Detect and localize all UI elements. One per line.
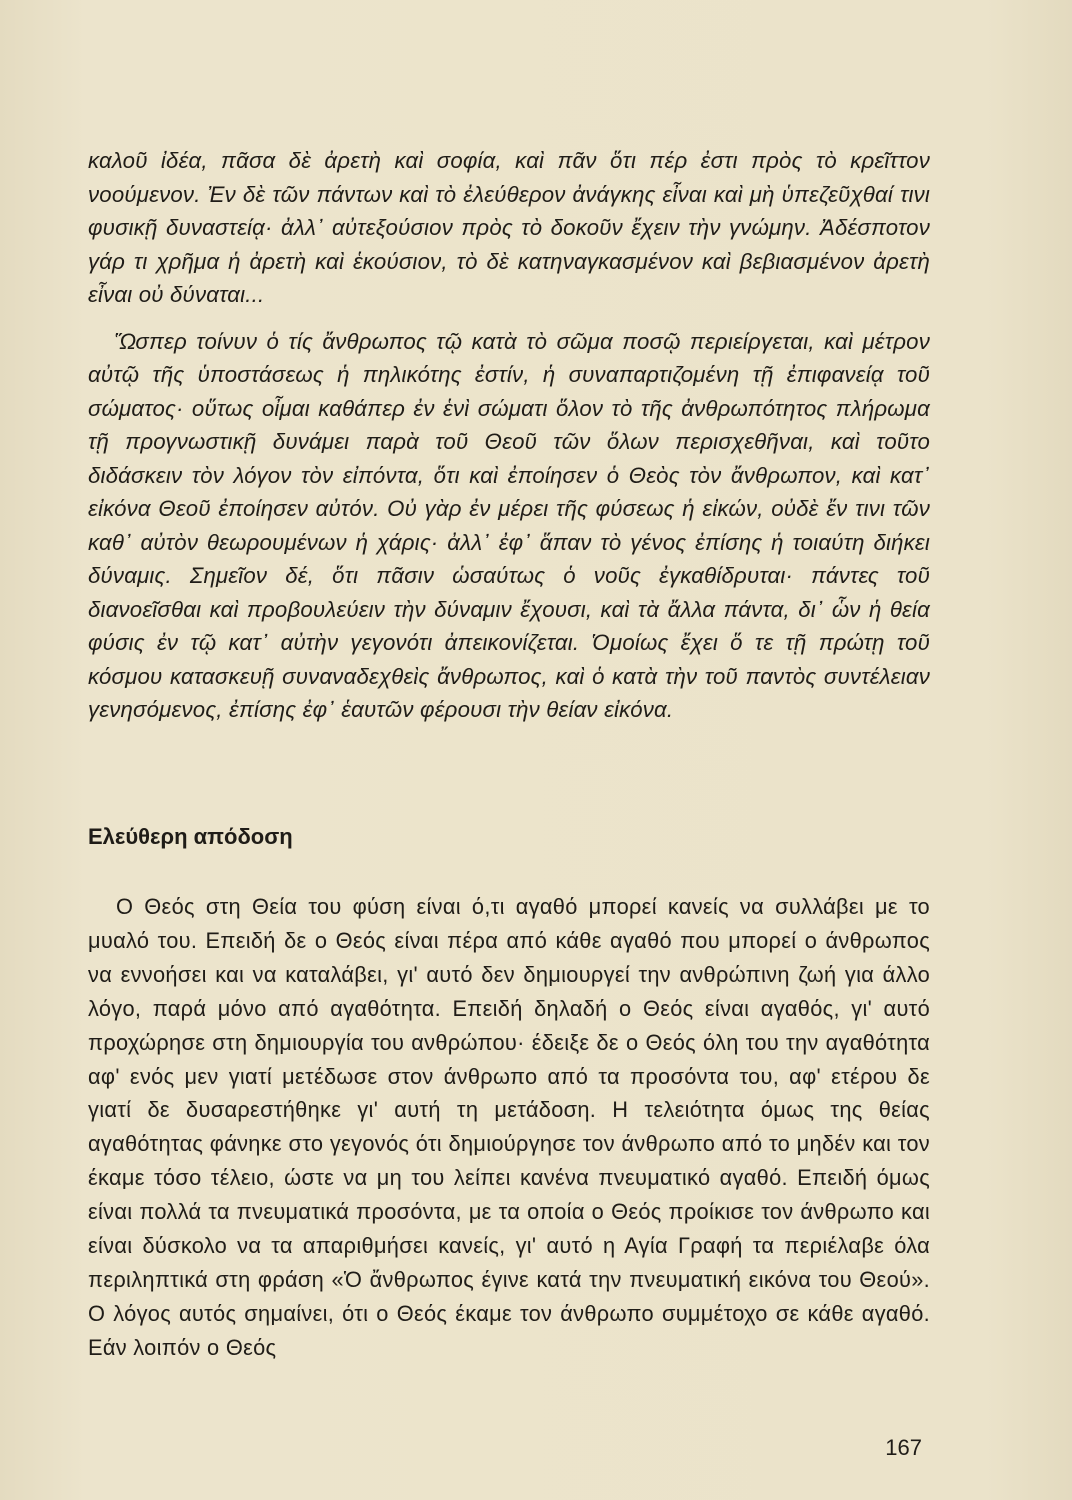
- section-heading: Ελεύθερη απόδοση: [88, 824, 293, 849]
- page-number: 167: [885, 1435, 922, 1460]
- greek-quotation: [88, 144, 930, 727]
- free-translation: [88, 890, 930, 1365]
- quote-paragraph-1: καλοῦ ἰδέα, πᾶσα δὲ ἀρετὴ καὶ σοφία, καὶ πᾶν ὅτι πέρ ἐστι πρὸς τὸ κρεῖττον νοούμενον. Ἐν δὲ τῶν πάντων καὶ τὸ ἐλεύθερον ἀνάγκης εἶναι καὶ μὴ ὑπεζεῦχθαί τινι φυσικῇ δυναστείᾳ· ἀλλ᾽ αὐτεξούσιον πρὸς τὸ δοκοῦν ἔχειν τὴν γνώμην. Ἀδέσποτον γάρ τι χρῆμα ἡ ἀρετὴ καὶ ἑκούσιον, τὸ δὲ κατηναγκασμένον καὶ βεβιασμένον ἀρετὴ εἶναι οὐ δύναται...: [88, 148, 930, 307]
- translation-paragraph-1: Ο Θεός στη Θεία του φύση είναι ό,τι αγαθό μπορεί κανείς να συλλάβει με το μυαλό του. Επειδή δε ο Θεός είναι πέρα από κάθε αγαθό που μπορεί ο άνθρωπος να εννοήσει και να καταλάβει, γι' αυτό δεν δημιουργεί την ανθρώπινη ζωή για άλλο λόγο, παρά μόνο από αγαθότητα. Επειδή δηλαδή ο Θεός είναι αγαθός, γι' αυτό προχώρησε στη δημιουργία του ανθρώπου· έδειξε δε ο Θεός όλη του την αγαθότητα αφ' ενός μεν γιατί μετέδωσε στον άνθρωπο από τα προσόντα του, αφ' ετέρου δε γιατί δε δυσαρεστήθηκε γι' αυτή τη μετάδοση. Η τελειότητα όμως της θείας αγαθότητας φάνηκε στο γεγονός ότι δημιούργησε τον άνθρωπο από το μηδέν και τον έκαμε τόσο τέλειο, ώστε να μη του λείπει κανένα πνευματικό αγαθό. Επειδή όμως είναι πολλά τα πνευματικά προσόντα, με τα οποία ο Θεός προίκισε τον άνθρωπο και είναι δύσκολο να τα απαριθμήσει κανείς, γι' αυτό η Αγία Γραφή τα περιέλαβε όλα περιληπτικά στη φράση «Ὁ ἄνθρωπος έγινε κατά την πνευματική εικόνα του Θεού». Ο λόγος αυτός σημαίνει, ότι ο Θεός έκαμε τον άνθρωπο συμμέτοχο σε κάθε αγαθό. Εάν λοιπόν ο Θεός: [88, 894, 930, 1360]
- quote-paragraph-2: Ὥσπερ τοίνυν ὁ τίς ἄνθρωπος τῷ κατὰ τὸ σῶμα ποσῷ περιείργεται, καὶ μέτρον αὐτῷ τῆς ὑποστάσεως ἡ πηλικότης ἐστίν, ἡ συναπαρτιζομένη τῇ ἐπιφανείᾳ τοῦ σώματος· οὕτως οἶμαι καθάπερ ἐν ἑνὶ σώματι ὅλον τὸ τῆς ἀνθρωπότητος πλήρωμα τῇ προγνωστικῇ δυνάμει παρὰ τοῦ Θεοῦ τῶν ὅλων περισχεθῆναι, καὶ τοῦτο διδάσκειν τὸν λόγον τὸν εἰπόντα, ὅτι καὶ ἐποίησεν ὁ Θεὸς τὸν ἄνθρωπον, καὶ κατ᾽ εἰκόνα Θεοῦ ἐποίησεν αὐτόν. Οὐ γὰρ ἐν μέρει τῆς φύσεως ἡ εἰκών, οὐδὲ ἔν τινι τῶν καθ᾽ αὐτὸν θεωρουμένων ἡ χάρις· ἀλλ᾽ ἐφ᾽ ἅπαν τὸ γένος ἐπίσης ἡ τοιαύτη διήκει δύναμις. Σημεῖον δέ, ὅτι πᾶσιν ὡσαύτως ὁ νοῦς ἐγκαθίδρυται· πάντες τοῦ διανοεῖσθαι καὶ προβουλεύειν τὴν δύναμιν ἔχουσι, καὶ τὰ ἄλλα πάντα, δι᾽ ὧν ἡ θεία φύσις ἐν τῷ κατ᾽ αὐτὴν γεγονότι ἀπεικονίζεται. Ὁμοίως ἔχει ὅ τε τῇ πρώτῃ τοῦ κόσμου κατασκευῇ συναναδεχθεὶς ἄνθρωπος, καὶ ὁ κατὰ τὴν τοῦ παντὸς συντέλειαν γενησόμενος, ἐπίσης ἐφ᾽ ἑαυτῶν φέρουσι τὴν θείαν εἰκόνα.: [88, 328, 930, 722]
